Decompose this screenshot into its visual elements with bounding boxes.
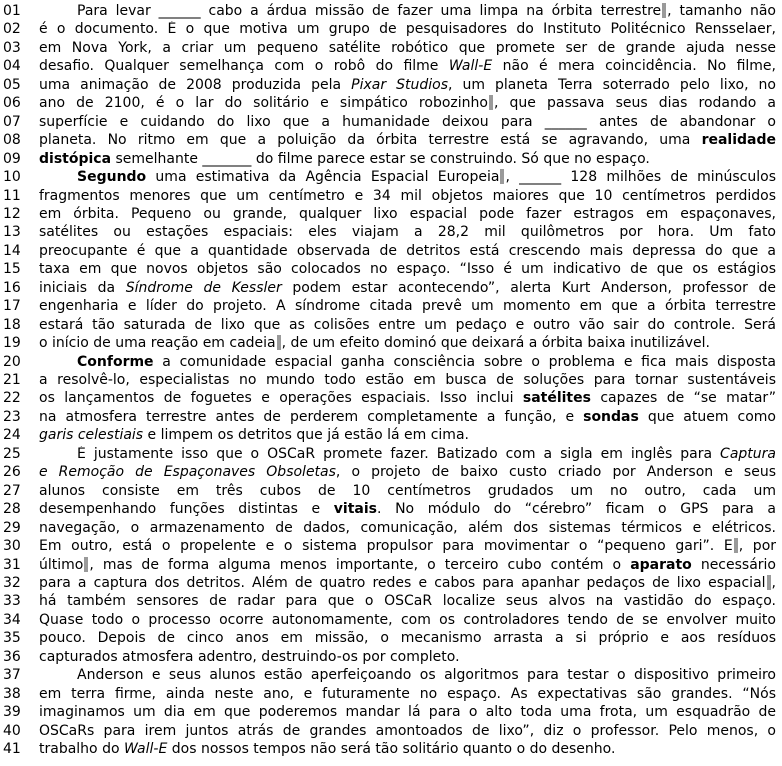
line-text [39, 686, 776, 703]
line-text [39, 261, 776, 278]
bold-text: Conforme [77, 353, 154, 370]
highlight-marker [734, 538, 738, 553]
text-run: , por [738, 538, 776, 555]
text-line [0, 280, 782, 297]
text-run: em órbita. Pequeno ou grande, qualquer lixo espacial pode fazer estragos em espaçonaves, [39, 205, 776, 222]
text-run: Quase todo o processo ocorre autonomamente, com os controladores tendo de se envolver muito [39, 611, 776, 628]
text-run: pouco. Depois de cinco anos em missão, o mecanismo arrasta a si próprio e aos resíduos [39, 630, 776, 647]
line-text [39, 188, 776, 205]
line-text [39, 704, 776, 721]
line-number: 38 [3, 685, 21, 702]
text-run: iniciais da [39, 279, 126, 296]
line-number: 16 [3, 279, 21, 296]
text-run: dos nossos tempos não será tão solitário quanto o do desenho. [167, 741, 616, 757]
line-number: 09 [3, 150, 21, 167]
text-line [0, 704, 782, 721]
text-run: a comunidade espacial ganha consciência sobre o problema e fica mais disposta [153, 353, 776, 370]
italic-text: Síndrome de Kessler [125, 279, 282, 296]
italic-text: Wall-E [123, 741, 168, 757]
text-run: engenharia e líder do projeto. A síndrome citada prevê um momento em que a órbita terrestre [39, 298, 776, 315]
text-line [0, 40, 782, 57]
text-run: há também sensores de radar para que o OSCaR localize seus alvos na vastidão do espaço. [39, 593, 776, 610]
text-run: , o projeto de baixo custo criado por Anderson e seus [335, 464, 776, 481]
bold-text: vitais [333, 501, 377, 518]
highlight-marker [277, 335, 281, 350]
text-line [0, 95, 782, 112]
text-line [0, 335, 782, 352]
text-run: e limpem os detritos que já estão lá em cima. [143, 427, 469, 444]
line-text [39, 557, 776, 574]
text-line [0, 151, 782, 168]
text-run: capturados atmosfera adentro, destruindo-os por completo. [39, 648, 460, 665]
text-line [0, 649, 782, 666]
text-line [0, 224, 782, 241]
text-line [0, 132, 782, 149]
italic-text: garis celestiais [39, 427, 144, 444]
text-run: desempenhando funções distintas e [39, 501, 334, 518]
line-number: 25 [3, 445, 21, 462]
line-text [39, 132, 776, 149]
text-line [0, 21, 782, 38]
text-run: em Nova York, a criar um pequeno satélite robótico que promete ser de grande ajuda nesse [39, 39, 776, 56]
line-number: 40 [3, 722, 21, 739]
text-run: satélites ou estações espaciais: eles viajam a 28,2 mil quilômetros por hora. Um fato [39, 224, 776, 241]
text-run: para a captura dos detritos. Além de quatro redes e cabos para apanhar pedaços de lixo espacial [39, 574, 766, 591]
line-number: 32 [3, 574, 21, 591]
line-text [39, 464, 776, 481]
text-line [0, 464, 782, 481]
text-line [0, 483, 782, 500]
line-number: 11 [3, 187, 21, 204]
text-run: é o documento. É o que motiva um grupo de pesquisadores do Instituto Politécnico Rensselaer, [39, 21, 776, 38]
text-run: taxa em que novos objetos são colocados no espaço. “Isso é um indicativo de que os estágios [39, 261, 776, 278]
text-line [0, 317, 782, 334]
line-number: 23 [3, 408, 21, 425]
text-run: podem estar acontecendo”, alerta Kurt Anderson, professor de [281, 279, 776, 296]
text-line [0, 58, 782, 75]
line-number: 15 [3, 261, 21, 278]
line-number: 28 [3, 501, 21, 518]
text-run: ano de 2100, é o lar do solitário e simpático robozinho [39, 95, 488, 112]
line-number: 34 [3, 611, 21, 628]
bold-text: sondas [583, 408, 639, 425]
text-run: o início de uma reação em cadeia [39, 335, 276, 352]
line-text [39, 335, 776, 352]
line-text [39, 169, 776, 186]
line-text [39, 40, 776, 57]
line-text [39, 372, 776, 389]
line-number: 27 [3, 482, 21, 499]
line-text [39, 409, 776, 426]
line-number: 35 [3, 630, 21, 647]
text-run: trabalho do [39, 741, 124, 757]
text-line [0, 372, 782, 389]
text-run: superfície e cuidando do lixo que a humanidade deixou para ______ antes de abandonar o [39, 113, 776, 130]
line-number: 07 [3, 113, 21, 130]
line-text [39, 723, 776, 740]
line-text [39, 298, 776, 315]
text-run: estará tão saturada de lixo que as colisões entre um pedaço e outro vão sair do controle. Será [39, 316, 776, 333]
text-line [0, 169, 782, 186]
line-text [39, 58, 776, 75]
line-number: 04 [3, 58, 21, 75]
text-run: planeta. No ritmo em que a poluição da órbita terrestre está se agravando, uma [39, 132, 702, 149]
text-run: não é mera coincidência. No filme, [492, 58, 776, 75]
text-line [0, 77, 782, 94]
line-number: 31 [3, 556, 21, 573]
bold-text: Segundo [77, 169, 147, 186]
line-number: 37 [3, 667, 21, 684]
text-run: , [771, 574, 776, 591]
italic-text: e Remoção de Espaçonaves Obsoletas [39, 464, 336, 481]
italic-text: Captura [720, 445, 776, 462]
line-number: 39 [3, 704, 21, 721]
text-line [0, 409, 782, 426]
line-text [39, 520, 776, 537]
text-run: É justamente isso que o OSCaR promete fazer. Batizado com a sigla em inglês para [77, 445, 721, 462]
line-text [39, 151, 776, 168]
text-run: , tamanho não [667, 3, 776, 19]
text-line [0, 501, 782, 518]
line-text [39, 630, 776, 647]
line-text [39, 501, 776, 518]
line-text [39, 593, 776, 610]
text-run: alunos consiste em três cubos de 10 centímetros grudados um no outro, cada um [39, 482, 776, 499]
text-line [0, 741, 782, 758]
line-text [39, 649, 776, 666]
text-line [0, 261, 782, 278]
text-line [0, 575, 782, 592]
text-line [0, 446, 782, 463]
line-text [39, 390, 776, 407]
bold-text: aparato [630, 556, 692, 573]
line-number: 22 [3, 390, 21, 407]
line-number: 26 [3, 464, 21, 481]
text-run: a resolvê-lo, especialistas no mundo todo estão em busca de soluções para tornar sustentáveis [39, 372, 776, 388]
text-run: os lançamentos de foguetes e operações espaciais. Isso inclui [39, 390, 523, 407]
text-line [0, 188, 782, 205]
line-text [39, 243, 776, 260]
highlight-marker [489, 95, 493, 110]
text-run: uma estimativa da Agência Espacial Europeia [146, 169, 500, 186]
line-number: 08 [3, 132, 21, 149]
text-line [0, 3, 782, 20]
line-number: 19 [3, 335, 21, 352]
line-number: 13 [3, 224, 21, 241]
italic-text: Wall-E [448, 58, 493, 75]
line-text [39, 77, 776, 94]
line-text [39, 354, 776, 371]
text-line [0, 593, 782, 610]
line-text [39, 280, 776, 297]
line-text [39, 206, 776, 223]
line-number: 20 [3, 353, 21, 370]
line-number: 03 [3, 39, 21, 56]
line-text [39, 427, 776, 444]
line-number: 14 [3, 242, 21, 259]
text-run: na atmosfera terrestre antes de perderem completamente a função, e [39, 408, 584, 425]
text-run: uma animação de 2008 produzida pela [39, 76, 352, 93]
highlight-marker [767, 575, 771, 590]
text-run: , ______ 128 milhões de minúsculos [505, 169, 776, 186]
text-line [0, 206, 782, 223]
text-run: fragmentos menores que um centímetro e 34 mil objetos maiores que 10 centímetros perdidos [39, 187, 776, 204]
line-text [39, 317, 776, 334]
bold-text: distópica [39, 150, 112, 167]
text-run: Em outro, está o propelente e o sistema propulsor para movimentar o “pequeno gari”. E [39, 538, 733, 555]
text-run: , mas de forma alguma menos importante, o terceiro cubo contém o [89, 556, 631, 573]
text-line [0, 114, 782, 131]
line-number: 41 [3, 741, 21, 757]
text-run: OSCaRs para irem juntos atrás de grandes amontoados de lixo”, diz o professor. Pelo menos, o [39, 722, 776, 739]
text-line [0, 667, 782, 684]
line-number: 12 [3, 205, 21, 222]
line-number: 33 [3, 593, 21, 610]
italic-text: Pixar Studios [351, 76, 448, 93]
line-text [39, 3, 776, 20]
text-line [0, 427, 782, 444]
text-line [0, 298, 782, 315]
text-run: , um planeta Terra soterrado pelo lixo, no [448, 76, 776, 93]
text-run: em terra firme, ainda neste ano, e futuramente no espaço. As expectativas são grandes. “Nós [39, 685, 776, 702]
text-run: último [39, 556, 84, 573]
text-run: Para levar ______ cabo a árdua missão de fazer uma limpa na órbita terrestre [77, 3, 662, 19]
line-text [39, 446, 776, 463]
line-number: 10 [3, 169, 21, 186]
line-number: 02 [3, 21, 21, 38]
line-text [39, 114, 776, 131]
line-number: 17 [3, 298, 21, 315]
text-line [0, 612, 782, 629]
line-text [39, 224, 776, 241]
text-line [0, 390, 782, 407]
line-text [39, 741, 776, 758]
line-text [39, 95, 776, 112]
text-line [0, 354, 782, 371]
line-number: 05 [3, 76, 21, 93]
line-number: 36 [3, 648, 21, 665]
highlight-marker [500, 169, 504, 184]
text-run: preocupante é que a quantidade observada de detritos está crescendo mais depressa do que a [39, 242, 776, 259]
text-run: necessário [691, 556, 776, 573]
text-run: semelhante _______ do filme parece estar se construindo. Só que no espaço. [111, 150, 650, 167]
text-run: que atuem como [638, 408, 776, 425]
line-number: 30 [3, 538, 21, 555]
text-run: capazes de “se matar” [590, 390, 776, 407]
line-text [39, 612, 776, 629]
bold-text: realidade [701, 132, 776, 149]
line-number: 06 [3, 95, 21, 112]
line-text [39, 667, 776, 684]
text-line [0, 686, 782, 703]
text-run: desafio. Qualquer semelhança com o robô do filme [39, 58, 449, 75]
text-line [0, 520, 782, 537]
line-text [39, 483, 776, 500]
text-line [0, 243, 782, 260]
line-text [39, 575, 776, 592]
bold-text: satélites [522, 390, 591, 407]
text-line [0, 538, 782, 555]
highlight-marker [662, 3, 666, 18]
highlight-marker [84, 557, 88, 572]
text-run: , que passava seus dias rodando a [493, 95, 776, 112]
text-run: Anderson e seus alunos estão aperfeiçoando os algoritmos para testar o dispositivo primeiro [77, 667, 776, 684]
text-line [0, 630, 782, 647]
text-run: . No módulo do “cérebro” ficam o GPS para a [377, 501, 776, 518]
text-run: navegação, o armazenamento de dados, comunicação, além dos sistemas térmicos e elétricos. [39, 519, 776, 536]
line-number: 29 [3, 519, 21, 536]
line-text [39, 21, 776, 38]
text-run: imaginamos um dia em que poderemos mandar lá para o alto toda uma frota, um esquadrão de [39, 704, 776, 721]
line-number: 01 [3, 3, 21, 19]
text-run: , de um efeito dominó que deixará a órbita baixa inutilizável. [281, 335, 711, 352]
text-line [0, 723, 782, 740]
line-number: 24 [3, 427, 21, 444]
line-number: 21 [3, 372, 21, 388]
line-text [39, 538, 776, 555]
line-number: 18 [3, 316, 21, 333]
text-line [0, 557, 782, 574]
